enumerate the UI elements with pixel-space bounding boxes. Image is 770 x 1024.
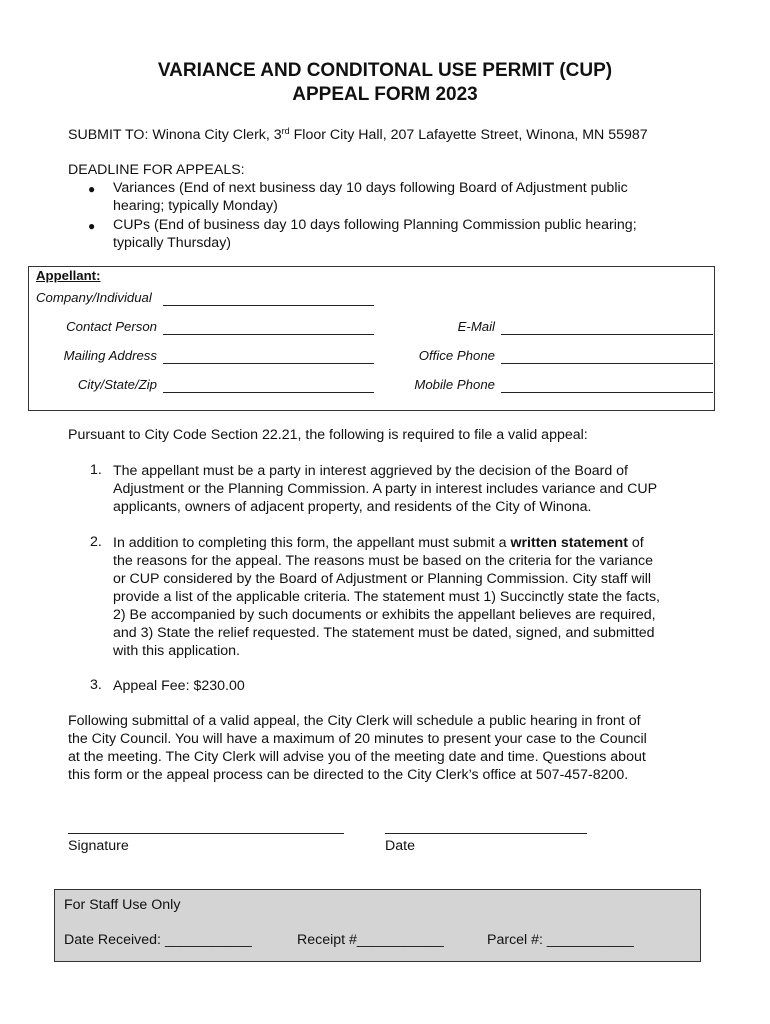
deadline-heading: DEADLINE FOR APPEALS: xyxy=(68,162,245,178)
form-title-line1: VARIANCE AND CONDITONAL USE PERMIT (CUP) xyxy=(157,60,613,81)
mailing-field[interactable] xyxy=(163,363,374,364)
bullet-icon: ● xyxy=(88,182,96,196)
item-2-line: with this application. xyxy=(113,643,240,659)
deadline-item-1-line1: Variances (End of next business day 10 days following Board of Adjustment public xyxy=(113,180,628,196)
email-field[interactable] xyxy=(501,334,713,335)
form-title-line2: APPEAL FORM 2023 xyxy=(292,84,478,105)
item-1-line: Adjustment or the Planning Commission. A party in interest includes variance and CUP xyxy=(113,481,658,497)
following-line: the City Council. You will have a maximum of 20 minutes to present your case to the Council xyxy=(68,731,647,747)
email-label: E-Mail xyxy=(457,319,495,334)
following-paragraph xyxy=(68,712,647,784)
parcel-field[interactable]: Parcel #: ___________ xyxy=(487,932,634,948)
signature-label: Signature xyxy=(68,838,129,854)
item-1-line: applicants, owners of adjacent property, and residents of the City of Winona. xyxy=(113,499,592,515)
contact-label: Contact Person xyxy=(66,319,157,334)
submit-sup: rd xyxy=(281,126,290,136)
item-2-first-line xyxy=(113,534,660,552)
date-received-field[interactable]: Date Received: ___________ xyxy=(64,932,252,948)
date-label: Date xyxy=(385,838,415,854)
deadline-item-1-line2: hearing; typically Monday) xyxy=(113,198,278,214)
item-2-line: 2) Be accompanied by such documents or exhibits the appellant believes are required, xyxy=(113,607,656,623)
item-2-line: provide a list of the applicable criteria. The statement must 1) Succinctly state the facts, xyxy=(113,589,661,605)
submit-prefix: SUBMIT TO: Winona City Clerk, 3 xyxy=(68,127,282,143)
receipt-field[interactable]: Receipt #___________ xyxy=(297,932,444,948)
following-line: Following submittal of a valid appeal, the City Clerk will schedule a public hearing in front of xyxy=(68,713,641,729)
item-3-number: 3. xyxy=(90,677,102,693)
office-phone-label: Office Phone xyxy=(418,348,495,363)
bullet-icon: ● xyxy=(88,219,96,233)
item-2-text xyxy=(113,534,660,660)
staff-heading: For Staff Use Only xyxy=(64,897,181,913)
company-label: Company/Individual xyxy=(36,290,152,305)
appeal-fee: Appeal Fee: $230.00 xyxy=(113,678,245,694)
item-2-number: 2. xyxy=(90,534,102,550)
appellant-heading: Appellant: xyxy=(36,268,101,283)
item-2-line: and 3) State the relief requested. The statement must be dated, signed, and submitted xyxy=(113,625,655,641)
written-statement-emphasis: written statement xyxy=(510,535,628,551)
item-1-text xyxy=(113,462,657,516)
item-2-prefix: In addition to completing this form, the appellant must submit a xyxy=(113,535,511,551)
submit-to xyxy=(68,126,648,143)
mobile-phone-field[interactable] xyxy=(501,392,713,393)
following-line: at the meeting. The City Clerk will advise you of the meeting date and time. Questions about xyxy=(68,749,646,765)
submit-suffix: Floor City Hall, 207 Lafayette Street, Winona, MN 55987 xyxy=(289,127,648,143)
mobile-phone-label: Mobile Phone xyxy=(414,377,495,392)
signature-field[interactable] xyxy=(68,833,344,834)
office-phone-field[interactable] xyxy=(501,363,713,364)
item-2-suffix: of xyxy=(627,535,644,551)
item-2-line: the reasons for the appeal. The reasons must be based on the criteria for the variance xyxy=(113,553,653,569)
following-line: this form or the appeal process can be directed to the City Clerk’s office at 507-457-8200. xyxy=(68,767,629,783)
city-label: City/State/Zip xyxy=(77,377,157,392)
company-field[interactable] xyxy=(163,305,374,306)
item-1-number: 1. xyxy=(90,462,102,478)
pursuant-text: Pursuant to City Code Section 22.21, the following is required to file a valid appeal: xyxy=(68,427,588,443)
mailing-label: Mailing Address xyxy=(63,348,157,363)
city-field[interactable] xyxy=(163,392,374,393)
item-1-line: The appellant must be a party in interest aggrieved by the decision of the Board of xyxy=(113,463,629,479)
deadline-item-2-line1: CUPs (End of business day 10 days following Planning Commission public hearing; xyxy=(113,217,637,233)
item-2-line: or CUP considered by the Board of Adjustment or Planning Commission. City staff will xyxy=(113,571,652,587)
date-field[interactable] xyxy=(385,833,587,834)
deadline-item-2-line2: typically Thursday) xyxy=(113,235,232,251)
contact-field[interactable] xyxy=(163,334,374,335)
